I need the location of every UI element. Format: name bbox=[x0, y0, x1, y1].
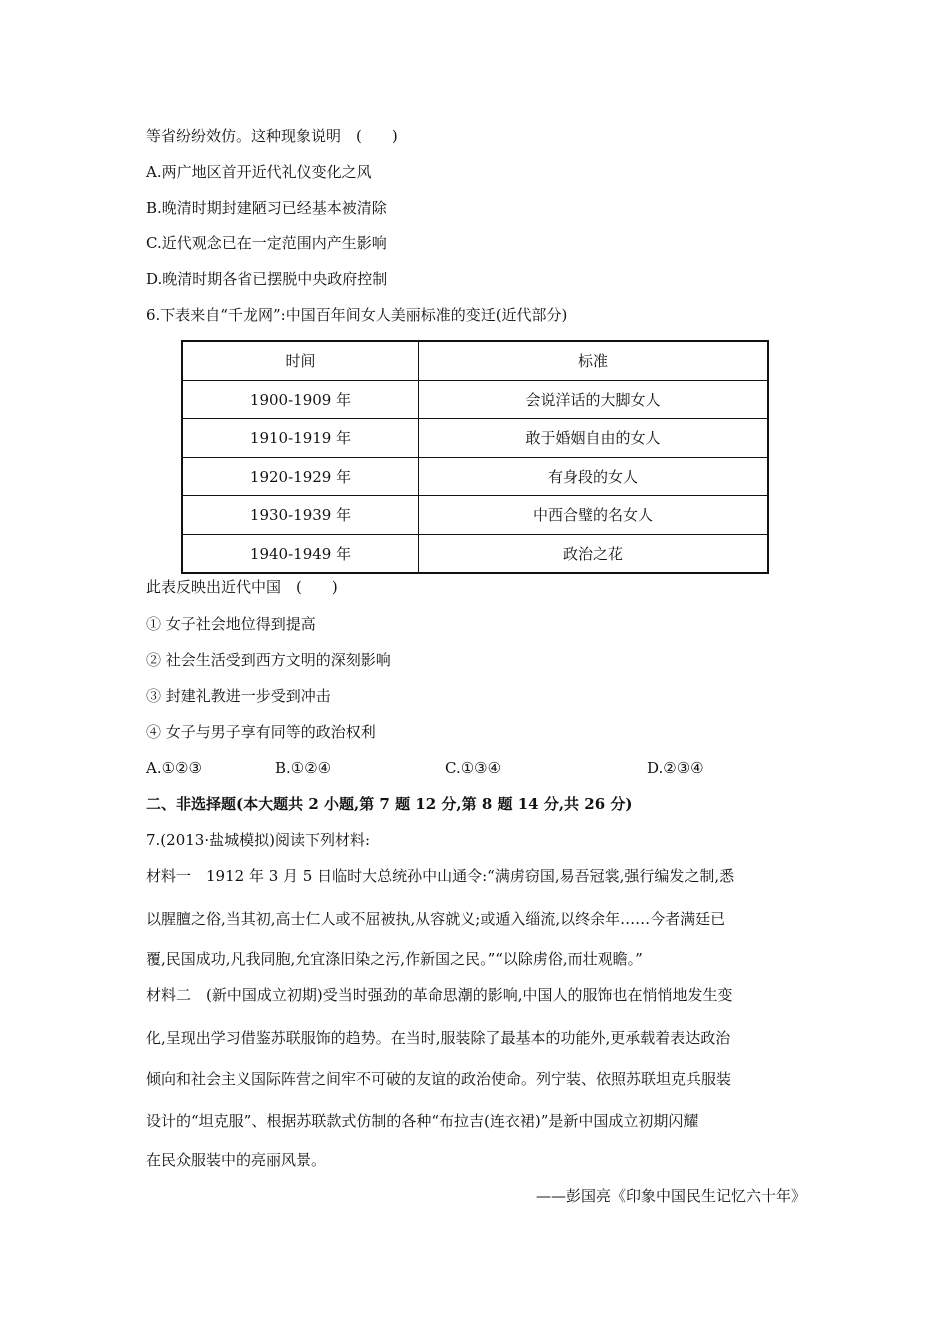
material-2-line: 倾向和社会主义国际阵营之间牢不可破的友谊的政治使命。列宁装、依照苏联坦克兵服装 bbox=[146, 1070, 732, 1088]
statement-4: ④ 女子与男子享有同等的政治权利 bbox=[146, 723, 376, 741]
question-7-intro: 7.(2013·盐城模拟)阅读下列材料: bbox=[146, 831, 371, 849]
table-cell-time: 1910-1919 年 bbox=[182, 419, 419, 458]
question-6-prompt: 此表反映出近代中国 ( ) bbox=[146, 578, 338, 596]
material-1-line: 材料一 1912 年 3 月 5 日临时大总统孙中山通令:“满虏窃国,易吾冠裳,强行编发之制,悉 bbox=[146, 867, 735, 885]
material-1-line: 以腥膻之俗,当其初,高士仁人或不屈被执,从容就义;或遁入缁流,以终余年……今者满廷已 bbox=[146, 910, 726, 928]
table-cell-time: 1920-1929 年 bbox=[182, 457, 419, 496]
beauty-standard-table bbox=[181, 340, 769, 574]
option-6d: D.②③④ bbox=[647, 759, 704, 777]
table-cell-time: 1900-1909 年 bbox=[182, 380, 419, 419]
table-cell-standard: 敢于婚姻自由的女人 bbox=[419, 419, 769, 458]
table-row bbox=[182, 496, 768, 535]
table-cell-standard: 有身段的女人 bbox=[419, 457, 769, 496]
statement-3: ③ 封建礼教进一步受到冲击 bbox=[146, 687, 331, 705]
option-6a: A.①②③ bbox=[146, 759, 202, 777]
table-row bbox=[182, 457, 768, 496]
material-2-line: 化,呈现出学习借鉴苏联服饰的趋势。在当时,服装除了最基本的功能外,更承载着表达政治 bbox=[146, 1029, 731, 1047]
table-cell-standard: 会说洋话的大脚女人 bbox=[419, 380, 769, 419]
table-cell-standard: 中西合璧的名女人 bbox=[419, 496, 769, 535]
material-1-line: 覆,民国成功,凡我同胞,允宜涤旧染之污,作新国之民。”“以除虏俗,而壮观瞻。” bbox=[146, 950, 643, 968]
table-header-row bbox=[182, 341, 768, 380]
option-6c: C.①③④ bbox=[445, 759, 502, 777]
section-title: 二、非选择题(本大题共 2 小题,第 7 题 12 分,第 8 题 14 分,共 26 分) bbox=[146, 795, 633, 813]
option-5a: A.两广地区首开近代礼仪变化之风 bbox=[146, 163, 372, 181]
table-header-time: 时间 bbox=[182, 341, 419, 380]
table-row bbox=[182, 419, 768, 458]
material-source: ——彭国亮《印象中国民生记忆六十年》 bbox=[535, 1187, 806, 1205]
table-row bbox=[182, 534, 768, 573]
statement-1: ① 女子社会地位得到提高 bbox=[146, 615, 316, 633]
option-5b: B.晚清时期封建陋习已经基本被清除 bbox=[146, 199, 387, 217]
material-2-line: 材料二 (新中国成立初期)受当时强劲的革命思潮的影响,中国人的服饰也在悄悄地发生变 bbox=[146, 986, 733, 1004]
table-cell-standard: 政治之花 bbox=[419, 534, 769, 573]
option-5c: C.近代观念已在一定范围内产生影响 bbox=[146, 234, 387, 252]
option-5d: D.晚清时期各省已摆脱中央政府控制 bbox=[146, 270, 388, 288]
table-header-standard: 标准 bbox=[419, 341, 769, 380]
material-2-line: 设计的“坦克服”、根据苏联款式仿制的各种“布拉吉(连衣裙)”是新中国成立初期闪耀 bbox=[146, 1112, 699, 1130]
table-cell-time: 1930-1939 年 bbox=[182, 496, 419, 535]
table-cell-time: 1940-1949 年 bbox=[182, 534, 419, 573]
statement-2: ② 社会生活受到西方文明的深刻影响 bbox=[146, 651, 391, 669]
table-row bbox=[182, 380, 768, 419]
option-6b: B.①②④ bbox=[275, 759, 332, 777]
question-6-stem: 6.下表来自“千龙网”:中国百年间女人美丽标准的变迁(近代部分) bbox=[146, 306, 568, 324]
question-5-stem-end: 等省纷纷效仿。这种现象说明 ( ) bbox=[146, 127, 398, 145]
material-2-line: 在民众服装中的亮丽风景。 bbox=[146, 1151, 327, 1169]
